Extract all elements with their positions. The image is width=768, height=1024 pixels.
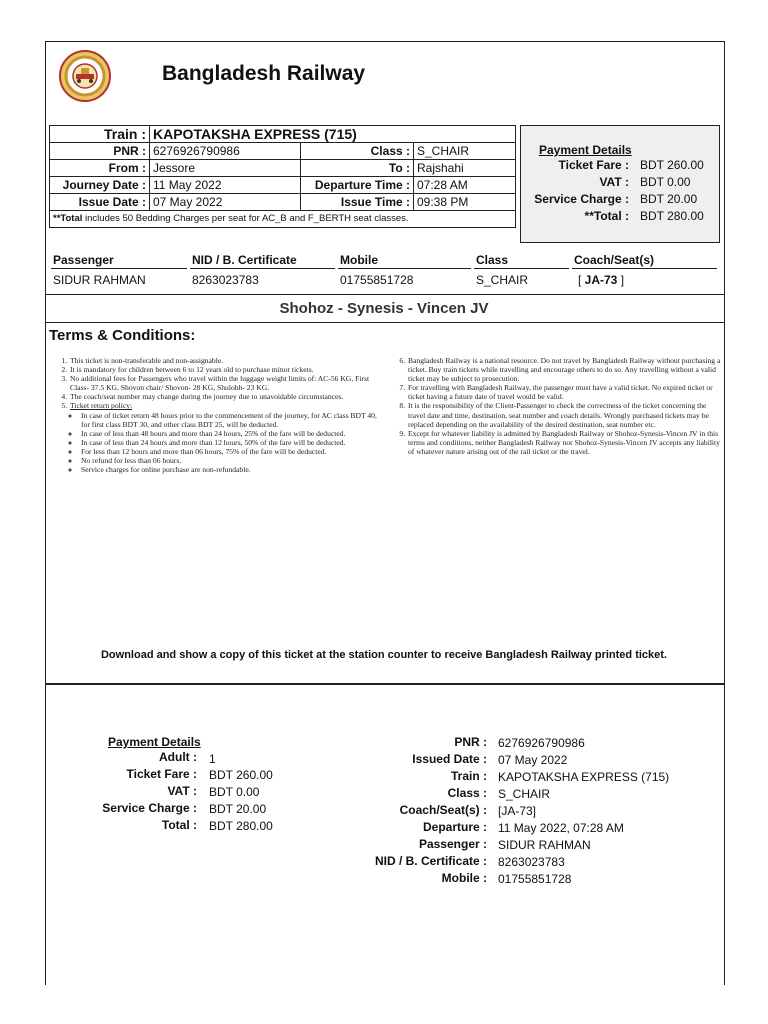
term-item: 1. This ticket is non-transferable and non-assignable. xyxy=(69,356,385,365)
service-charge-label: Service Charge : xyxy=(534,192,629,206)
divider xyxy=(45,683,724,685)
terms-list-left xyxy=(57,356,385,474)
cf-vat-value: BDT 0.00 xyxy=(209,785,260,799)
departure-time-label: Departure Time : xyxy=(301,177,414,194)
from-label: From : xyxy=(50,160,150,177)
cf-train-value: KAPOTAKSHA EXPRESS (715) xyxy=(498,770,670,784)
return-policy-item: ◦ In case of less than 48 hours and more than 24 hours, 25% of the fare will be deducted. xyxy=(80,429,385,438)
cf-mobile-label: Mobile : xyxy=(441,871,487,885)
bedding-note xyxy=(50,211,516,228)
operator-name: Shohoz - Synesis - Vincen JV xyxy=(279,300,489,317)
train-value: KAPOTAKSHA EXPRESS (715) xyxy=(150,126,516,143)
col-header-passenger: Passenger xyxy=(53,253,114,267)
cf-train-label: Train : xyxy=(450,769,487,783)
departure-time-value: 07:28 AM xyxy=(414,177,516,194)
vat-label: VAT : xyxy=(599,175,629,189)
pnr-label: PNR : xyxy=(50,143,150,160)
passenger-mobile: 01755851728 xyxy=(340,273,414,287)
issue-time-value: 09:38 PM xyxy=(414,194,516,211)
return-policy-item: ◦ Service charges for online purchase are non-refundable. xyxy=(80,465,385,474)
to-label: To : xyxy=(301,160,414,177)
cf-pnr-label: PNR : xyxy=(454,735,487,749)
vat-value: BDT 0.00 xyxy=(640,175,691,189)
cf-total-label: Total : xyxy=(161,818,197,832)
passenger-name: SIDUR RAHMAN xyxy=(53,273,146,287)
term-item: 2. It is mandatory for children between 6 to 12 years old to purchase minor tickets. xyxy=(69,365,385,374)
class-value: S_CHAIR xyxy=(414,143,516,160)
term-item: 8. It is the responsibility of the Client-Passenger to check the correctness of the ticket concerning the travel date and time, destination, seat number and coach details. Wrongly purchased tickets may be replaced depending on the availability of the desired destination, seat number etc. xyxy=(407,401,725,428)
ticket-fare-label: Ticket Fare : xyxy=(558,158,629,172)
return-policy-item: ◦ For less than 12 hours and more than 06 hours, 75% of the fare will be deducted. xyxy=(80,447,385,456)
term-item: 4. The coach/seat number may change during the journey due to unavoidable circumstances. xyxy=(69,392,385,401)
cf-mobile-value: 01755851728 xyxy=(498,872,572,886)
cf-seat-value: [JA-73] xyxy=(498,804,537,818)
service-charge-value: BDT 20.00 xyxy=(640,192,698,206)
payment-details-panel xyxy=(520,125,720,243)
passenger-class: S_CHAIR xyxy=(476,273,529,287)
cf-passenger-label: Passenger : xyxy=(418,837,487,851)
term-item: 6. Bangladesh Railway is a national resource. Do not travel by Bangladesh Railway without purchasing a ticket. Buy train tickets while travelling and encourage others to do so. Any travelling without a valid ticket may be subject to prosecution. xyxy=(407,356,725,383)
cf-departure-label: Departure : xyxy=(422,820,487,834)
class-label: Class : xyxy=(301,143,414,160)
issue-date-value: 07 May 2022 xyxy=(150,194,301,211)
note-text: includes 50 Bedding Charges per seat for AC_B and F_BERTH seat classes. xyxy=(82,213,409,224)
passenger-nid: 8263023783 xyxy=(192,273,259,287)
cf-issued-value: 07 May 2022 xyxy=(498,753,568,767)
cf-class-label: Class : xyxy=(447,786,487,800)
col-header-seat: Coach/Seat(s) xyxy=(574,253,655,267)
cf-service-value: BDT 20.00 xyxy=(209,802,267,816)
pnr-value: 6276926790986 xyxy=(150,143,301,160)
issue-date-label: Issue Date : xyxy=(50,194,150,211)
cf-class-value: S_CHAIR xyxy=(498,787,551,801)
cf-nid-label: NID / B. Certificate : xyxy=(374,854,487,868)
cf-service-label: Service Charge : xyxy=(102,801,197,815)
total-value: BDT 280.00 xyxy=(640,209,704,223)
term-item: 9. Except for whatever liability is admitted by Bangladesh Railway or Shohoz-Synesis-Vincen JV in this terms and conditions, neither Bangladesh Railway nor Shohoz-Synesis-Vincen JV accepts any liability of whatever nature arising out of the rail ticket or the travel. xyxy=(407,429,725,456)
ticket-fare-value: BDT 260.00 xyxy=(640,158,704,172)
col-header-nid: NID / B. Certificate xyxy=(192,253,297,267)
term-item: 3. No additional fees for Passengers who travel within the luggage weight limits of: AC-56 KG, First Class- 37.5 KG, Shovon chair/ Shovon- 28 KG, Shulobh- 23 KG. xyxy=(69,374,385,392)
term-item-return-policy: 5. Ticket return policy: ◦ In case of ticket return 48 hours prior to the commencement of the journey, for AC class BDT 40, for first class BDT 30, and other class BDT 25, will be deducted. ◦ In case of less than 48 hours and more than 24 hours, 25% of the fare will be deducted. ◦ In case of less than 24 hours and more than 12 hours, 50% of the fare will be deducted. ◦ For less than 12 hours and more than 06 hours, 75% of the fare will be deducted. ◦ No refund for less than 06 hours. ◦ Service charges for online purchase are non-refundable. xyxy=(69,401,385,474)
term-item: 7. For travelling with Bangladesh Railway, the passenger must have a valid ticket. No expired ticket or ticket having a future date of travel would be valid. xyxy=(407,383,725,401)
railway-logo-icon xyxy=(58,48,112,104)
issue-time-label: Issue Time : xyxy=(301,194,414,211)
cf-seat-label: Coach/Seat(s) : xyxy=(399,803,487,817)
journey-date-value: 11 May 2022 xyxy=(150,177,301,194)
cf-nid-value: 8263023783 xyxy=(498,855,565,869)
note-prefix: **Total xyxy=(53,213,83,224)
divider xyxy=(45,322,724,323)
payment-heading: Payment Details xyxy=(539,143,632,157)
adult-label: Adult : xyxy=(159,750,197,764)
cf-pnr-value: 6276926790986 xyxy=(498,736,585,750)
page-title: Bangladesh Railway xyxy=(162,62,366,85)
total-label: **Total : xyxy=(584,209,629,223)
cf-issued-label: Issued Date : xyxy=(412,752,487,766)
terms-list-right xyxy=(395,356,725,456)
cf-departure-value: 11 May 2022, 07:28 AM xyxy=(498,821,624,835)
return-policy-item: ◦ In case of less than 24 hours and more than 12 hours, 50% of the fare will be deducted. xyxy=(80,438,385,447)
cf-vat-label: VAT : xyxy=(167,784,197,798)
counterfoil-payment-heading: Payment Details xyxy=(108,735,201,749)
divider xyxy=(45,294,724,295)
journey-date-label: Journey Date : xyxy=(50,177,150,194)
download-notice: Download and show a copy of this ticket at the station counter to receive Bangladesh Railway printed ticket. xyxy=(100,649,667,661)
cf-passenger-value: SIDUR RAHMAN xyxy=(498,838,591,852)
adult-value: 1 xyxy=(209,752,216,766)
col-header-class: Class xyxy=(476,253,509,267)
cf-fare-label: Ticket Fare : xyxy=(126,767,197,781)
passenger-seat: [ JA-73 ] xyxy=(578,273,625,287)
ticket-info-table xyxy=(49,125,516,228)
to-value: Rajshahi xyxy=(414,160,516,177)
cf-fare-value: BDT 260.00 xyxy=(209,768,273,782)
return-policy-item: ◦ In case of ticket return 48 hours prior to the commencement of the journey, for AC class BDT 40, for first class BDT 30, and other class BDT 25, will be deducted. xyxy=(80,411,385,429)
train-label: Train : xyxy=(50,126,150,143)
from-value: Jessore xyxy=(150,160,301,177)
terms-heading: Terms & Conditions: xyxy=(49,327,196,344)
col-header-mobile: Mobile xyxy=(340,253,378,267)
cf-total-value: BDT 280.00 xyxy=(209,819,273,833)
return-policy-item: ◦ No refund for less than 06 hours. xyxy=(80,456,385,465)
